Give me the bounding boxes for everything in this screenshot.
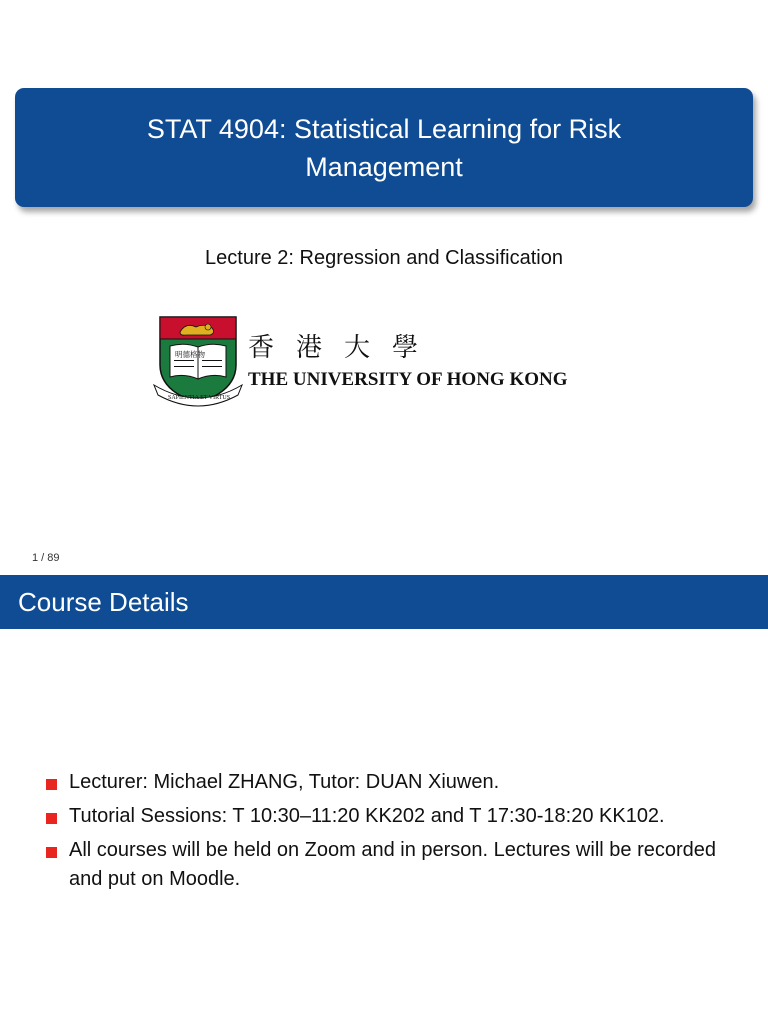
list-item (44, 768, 744, 797)
lecture-subtitle: Lecture 2: Regression and Classification (205, 247, 563, 269)
university-english-name: THE UNIVERSITY OF HONG KONG (248, 369, 568, 390)
crest-char: 明德格物 (175, 350, 205, 359)
university-logo (150, 313, 640, 409)
bullet-square-icon (46, 847, 57, 858)
list-item (44, 802, 744, 831)
page-number: 1 / 89 (32, 552, 60, 564)
bullet-square-icon (46, 813, 57, 824)
course-details-slide (0, 573, 768, 1024)
slide-header (0, 575, 768, 629)
university-chinese-name: 香港大學 (248, 333, 441, 363)
course-details-list (44, 768, 744, 899)
bullet-text: Lecturer: Michael ZHANG, Tutor: DUAN Xiuwen. (69, 771, 500, 793)
list-item (44, 836, 744, 894)
bullet-text: All courses will be held on Zoom and in person. Lectures will be recorded and put on Moodle. (69, 839, 717, 890)
bullet-text: Tutorial Sessions: T 10:30–11:20 KK202 and T 17:30-18:20 KK102. (69, 805, 665, 827)
title-box (15, 88, 753, 207)
crest-motto: SAPIENTIA ET VIRTUS (168, 395, 231, 401)
slide-header-title: Course Details (18, 586, 189, 617)
bullet-square-icon (46, 779, 57, 790)
slide-title: STAT 4904: Statistical Learning for Risk Management (146, 113, 622, 182)
university-crest-icon (150, 313, 246, 409)
